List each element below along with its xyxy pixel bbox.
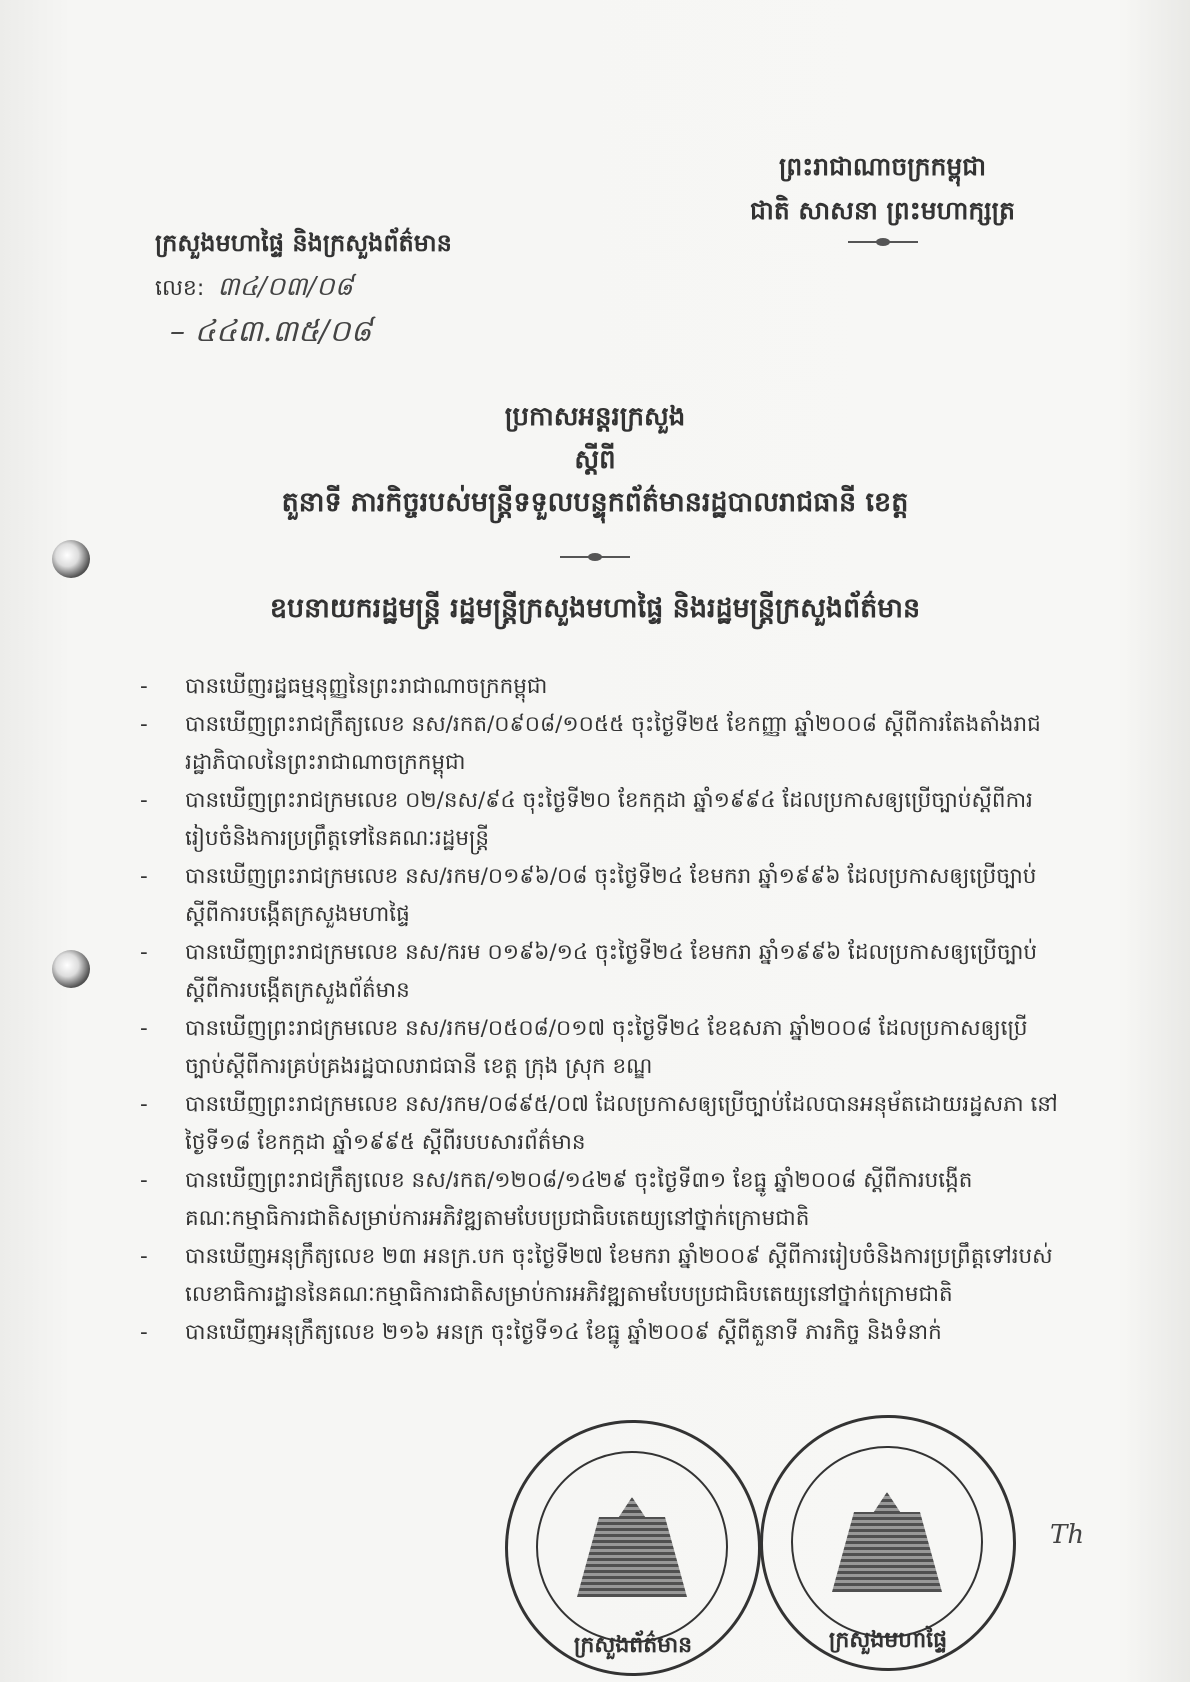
seal-text: ក្រសួងមហាផ្ទៃ <box>828 1628 948 1653</box>
doc-title-line-1: ប្រកាសអន្តរក្រសួង <box>504 402 686 432</box>
list-item: - បានឃើញព្រះរាជក្រមលេខ នស/រកម/០៥០៨/០១៧ ចុះថ្ងៃទី២៤ ខែឧសភា ឆ្នាំ២០០៨ ដែលប្រកាសឲ្យប្រើច្បាប់ស្ដីពីការគ្រប់គ្រងរដ្ឋបាលរាជធានី ខេត្ត ក្រុង ស្រុក ខណ្ឌ <box>140 1016 1028 1079</box>
angkor-emblem-icon <box>577 1497 687 1597</box>
legal-basis-list <box>140 668 1060 1352</box>
ornament-divider <box>848 241 918 243</box>
doc-title-line-2: ស្ដីពី <box>574 445 616 475</box>
kingdom-header <box>750 145 1015 243</box>
punch-hole <box>52 540 90 578</box>
list-item: - បានឃើញព្រះរាជក្រមលេខ នស/រកម/០១៩៦/០៨ ចុះថ្ងៃទី២៤ ខែមករា ឆ្នាំ១៩៩៦ ដែលប្រកាសឲ្យប្រើច្បាប់ស្ដីពីការបង្កើតក្រសួងមហាផ្ទៃ <box>140 864 1037 927</box>
kingdom-line-2: ជាតិ សាសនា ព្រះមហាក្សត្រ <box>750 196 1015 225</box>
reference-label: លេខ: <box>155 276 205 301</box>
list-item: - បានឃើញព្រះរាជក្រមលេខ នស/រកម/០៨៩៥/០៧ ដែលប្រកាសឲ្យប្រើច្បាប់ដែលបានអនុម័តដោយរដ្ឋសភា នៅថ្ងៃទី១៨ ខែកក្កដា ឆ្នាំ១៩៩៥ ស្ដីពីរបបសារព័ត៌មាន <box>140 1092 1058 1155</box>
seal-text: ក្រសួងព័ត៌មាន <box>573 1633 693 1658</box>
doc-title-line-4: ឧបនាយករដ្ឋមន្ត្រី រដ្ឋមន្ត្រីក្រសួងមហាផ្ទៃ និងរដ្ឋមន្ត្រីក្រសួងព័ត៌មាន <box>269 593 921 624</box>
doc-title-line-3: តួនាទី ភារកិច្ចរបស់មន្ត្រីទទួលបន្ទុកព័ត៌មានរដ្ឋបាលរាជធានី ខេត្ត <box>281 487 909 518</box>
royal-emblem-icon <box>832 1492 942 1592</box>
list-item: - បានឃើញអនុក្រឹត្យលេខ ២១៦ អនក្រ ចុះថ្ងៃទី១៤ ខែធ្នូ ឆ្នាំ២០០៩ ស្ដីពីតួនាទី ភារកិច្ច និងទំនាក់ <box>140 1320 942 1345</box>
list-item: - បានឃើញអនុក្រឹត្យលេខ ២៣ អនក្រ.បក ចុះថ្ងៃទី២៧ ខែមករា ឆ្នាំ២០០៩ ស្ដីពីការរៀបចំនិងការប្រព្រឹត្តទៅរបស់លេខាធិការដ្ឋាននៃគណៈកម្មាធិការជាតិសម្រាប់ការអភិវឌ្ឍតាមបែបប្រជាធិបតេយ្យនៅថ្នាក់ក្រោមជាតិ <box>140 1244 1053 1307</box>
punch-hole <box>52 950 90 988</box>
ministry-name: ក្រសួងមហាផ្ទៃ និងក្រសួងព័ត៌មាន <box>155 229 452 257</box>
handwritten-reference-2: – ៤៤៣.៣៥/០៨ <box>170 314 372 349</box>
handwritten-initial: Th <box>1050 1520 1085 1550</box>
list-item: - បានឃើញព្រះរាជក្រមលេខ នស/ករម ០១៩៦/១៤ ចុះថ្ងៃទី២៤ ខែមករា ឆ្នាំ១៩៩៦ ដែលប្រកាសឲ្យប្រើច្បាប់ស្ដីពីការបង្កើតក្រសួងព័ត៌មាន <box>140 940 1038 1003</box>
list-item: - បានឃើញព្រះរាជក្រមលេខ ០២/នស/៩៤ ចុះថ្ងៃទី២០ ខែកក្កដា ឆ្នាំ១៩៩៤ ដែលប្រកាសឲ្យប្រើច្បាប់ស្ដីពីការរៀបចំនិងការប្រព្រឹត្តទៅនៃគណៈរដ្ឋមន្ត្រី <box>140 788 1033 851</box>
handwritten-reference: ៣៤/០៣/០៨ <box>217 272 353 302</box>
kingdom-line-1: ព្រះរាជាណាចក្រកម្ពុជា <box>778 152 987 181</box>
handwritten-reference-2-text: ៤៤៣.៣៥/០៨ <box>194 314 372 349</box>
ministry-of-information-seal <box>505 1420 761 1676</box>
list-item: - បានឃើញព្រះរាជក្រឹត្យលេខ នស/រកត/០៩០៨/១០៥៥ ចុះថ្ងៃទី២៥ ខែកញ្ញា ឆ្នាំ២០០៨ ស្ដីពីការតែងតាំងរាជរដ្ឋាភិបាលនៃព្រះរាជាណាចក្រកម្ពុជា <box>140 712 1041 775</box>
reference-number <box>155 270 353 308</box>
ornament-divider <box>560 548 630 558</box>
list-item: - បានឃើញរដ្ឋធម្មនុញ្ញនៃព្រះរាជាណាចក្រកម្ពុជា <box>140 674 548 699</box>
ministry-of-interior-seal <box>760 1415 1016 1671</box>
list-item: - បានឃើញព្រះរាជក្រឹត្យលេខ នស/រកត/១២០៨/១៤២៩ ចុះថ្ងៃទី៣១ ខែធ្នូ ឆ្នាំ២០០៨ ស្ដីពីការបង្កើតគណៈកម្មាធិការជាតិសម្រាប់ការអភិវឌ្ឍតាមបែបប្រជាធិបតេយ្យនៅថ្នាក់ក្រោមជាតិ <box>140 1168 973 1231</box>
